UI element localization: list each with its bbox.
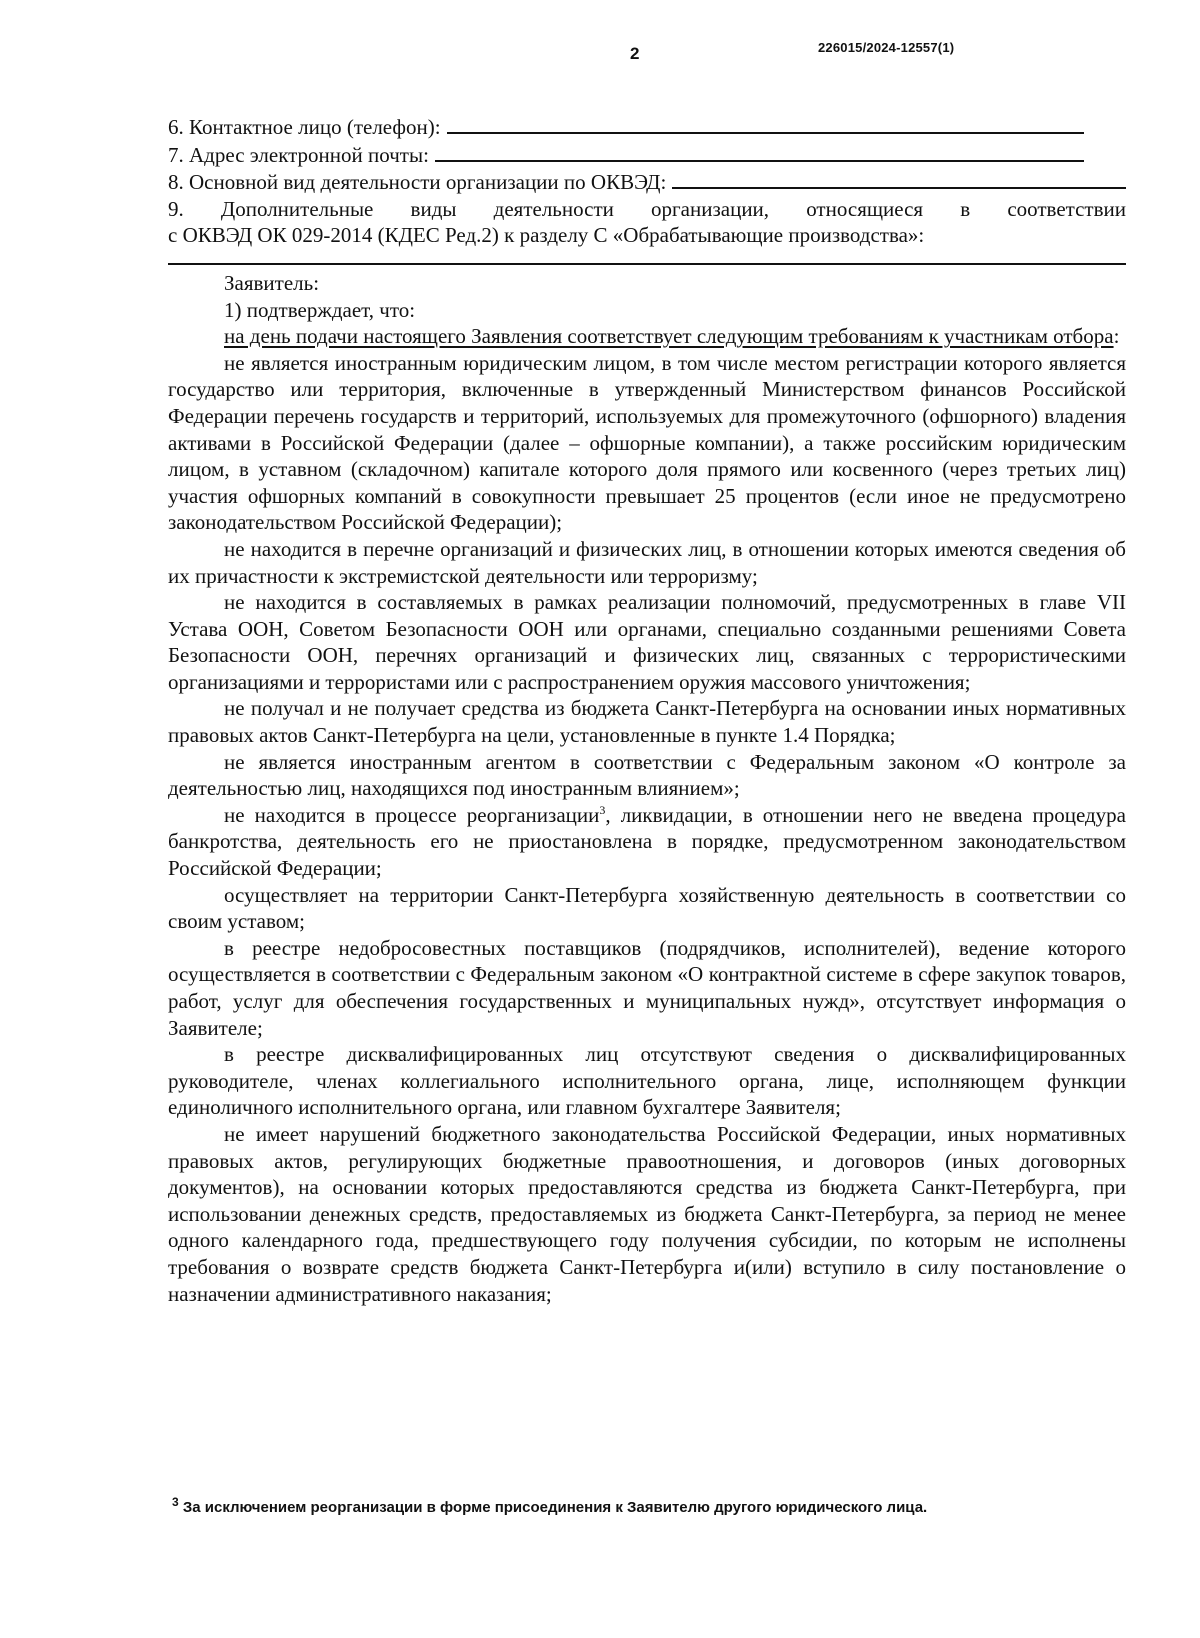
applicant-label: Заявитель: (224, 270, 320, 295)
requirement-foreign-agent: не является иностранным агентом в соответствии с Федеральным законом «О контроле за деятельностью лиц, находящихся под иностранным влиянием»; (168, 749, 1126, 801)
contact-person-field (168, 113, 1126, 141)
reorg-text-before: не находится в процессе реорганизации (224, 802, 600, 827)
reorg-text-after: , ликвидации, в отношении него не введена процедура банкротства, деятельность его не приостановлена в порядке, предусмотренном законодательством Российской Федерации; (168, 802, 1126, 881)
confirms-label: 1) подтверждает, что: (224, 297, 416, 322)
requirement-reorganization (168, 802, 1126, 882)
email-blank (435, 141, 1084, 162)
requirement-budget-funds: не получал и не получает средства из бюджета Санкт-Петербурга на основании иных нормативных правовых актов Санкт-Петербурга на цели, установленные в пункте 1.4 Порядка; (168, 696, 1126, 748)
requirement-offshore: не является иностранным юридическим лицом, в том числе местом регистрации которого является государство или территория, включенные в утвержденный Министерством финансов Российской Федерации перечень государств и территорий, используемых для промежуточного (офшорного) владения активами в Российской Федерации (далее – офшорные компании), а также российским юридическим лицом, в уставном (складочном) капитале которого доля прямого или косвенного (через третьих лиц) участия офшорных компаний в совокупности превышает 25 процентов (если иное не предусмотрено законодательством Российской Федерации); (168, 350, 1126, 535)
footnote-marker: 3 (172, 1495, 179, 1509)
requirement-budget-violations: не имеет нарушений бюджетного законодательства Российской Федерации, иных нормативных правовых актов, регулирующих бюджетные правоотношения, и договоров (иных договорных документов), на основании которых предоставляются средства из бюджета Санкт-Петербурга, при использовании денежных средств, предоставляемых из бюджета Санкт-Петербурга, за период не менее одного календарного года, предшествующего году получения субсидии, по которым не исполнены требования о возврате средств бюджета Санкт-Петербурга и(или) вступило в силу постановление о назначении административного наказания; (168, 1121, 1126, 1306)
page-number: 2 (630, 44, 640, 63)
additional-activities-line2: с ОКВЭД ОК 029-2014 (КДЕС Ред.2) к разделу С «Обрабатывающие производства»: (168, 223, 925, 248)
contact-person-blank (447, 113, 1084, 134)
additional-activities-line1: 9. Дополнительные виды деятельности организации, относящиеся в соответствии (168, 196, 1126, 221)
requirements-heading (168, 323, 1126, 350)
additional-activities-blank (168, 249, 1126, 265)
email-field (168, 141, 1126, 169)
okved-blank (672, 168, 1126, 189)
requirement-disqualified: в реестре дисквалифицированных лиц отсутствуют сведения о дисквалифицированных руководителе, членах коллегиального исполнительного органа, лице, исполняющем функции единоличного исполнительного органа, или главном бухгалтере Заявителя; (168, 1042, 1126, 1120)
email-label: 7. Адрес электронной почты: (168, 142, 429, 167)
requirements-colon: : (1113, 324, 1120, 349)
document-id: 226015/2024-12557(1) (818, 40, 955, 55)
footnote-text: За исключением реорганизации в форме присоединения к Заявителю другого юридического лица. (178, 1499, 928, 1516)
footnote-reference: 3 (599, 802, 606, 817)
footnote (172, 1495, 1132, 1516)
okved-label: 8. Основной вид деятельности организации по ОКВЭД: (168, 170, 667, 195)
okved-field (168, 168, 1126, 196)
requirement-extremism: не находится в перечне организаций и физических лиц, в отношении которых имеются сведения об их причастности к экстремистской деятельности или терроризму; (168, 536, 1126, 588)
requirement-economic-activity: осуществляет на территории Санкт-Петербурга хозяйственную деятельность в соответствии со своим уставом; (168, 882, 1126, 934)
requirement-un-lists: не находится в составляемых в рамках реализации полномочий, предусмотренных в главе VII Устава ООН, Советом Безопасности ООН или органами, специально созданными решениями Совета Безопасности ООН, перечнях организаций и физических лиц, связанных с террористическими организациями и террористами или с распространением оружия массового уничтожения; (168, 590, 1126, 694)
contact-person-label: 6. Контактное лицо (телефон): (168, 115, 441, 139)
document-body (168, 113, 1126, 1307)
requirement-unfair-suppliers: в реестре недобросовестных поставщиков (подрядчиков, исполнителей), ведение которого осуществляется в соответствии с Федеральным законом «О контрактной системе в сфере закупок товаров, работ, услуг для обеспечения государственных и муниципальных нужд», отсутствует информация о Заявителе; (168, 935, 1126, 1040)
requirements-heading-text: на день подачи настоящего Заявления соответствует следующим требованиям к участникам отбора (224, 324, 1114, 349)
